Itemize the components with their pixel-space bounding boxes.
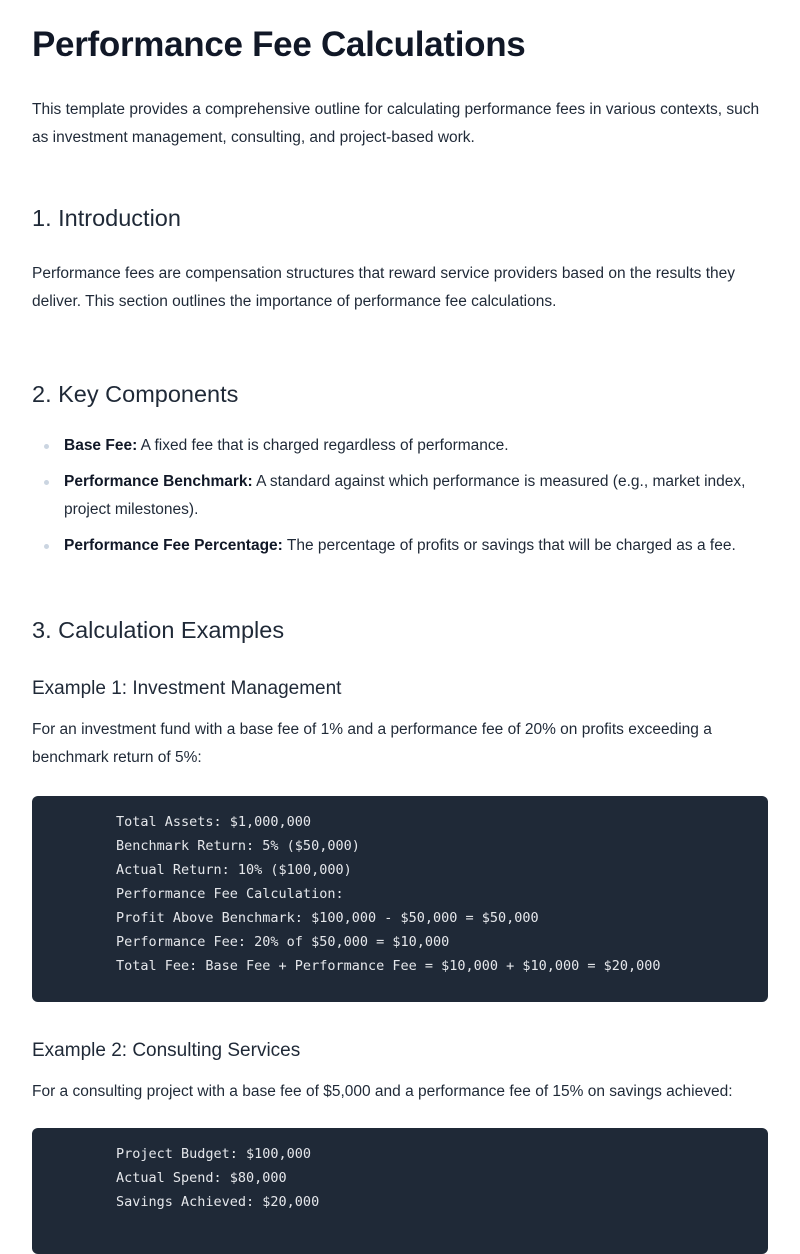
list-item	[32, 468, 768, 524]
list-item-term: Base Fee:	[64, 437, 138, 454]
code-line: Total Fee: Base Fee + Performance Fee = $10,000 + $10,000 = $20,000	[116, 958, 661, 974]
bullet-icon	[44, 544, 49, 549]
code-line: Actual Spend: $80,000	[116, 1170, 287, 1186]
list-item	[32, 532, 768, 560]
code-line: Total Assets: $1,000,000	[116, 814, 312, 830]
intro-paragraph: This template provides a comprehensive outline for calculating performance fees in various contexts, such as investment management, consulting, and project-based work.	[32, 101, 760, 146]
key-components-list	[32, 432, 768, 560]
example-2-code-block	[32, 1128, 768, 1254]
code-line: Benchmark Return: 5% ($50,000)	[116, 838, 360, 854]
example-2-heading: Example 2: Consulting Services	[32, 1040, 301, 1061]
list-item-text: A standard against which performance is measured (e.g., market index, project milestones).	[64, 473, 746, 518]
list-item-text: A fixed fee that is charged regardless of performance.	[137, 437, 509, 454]
page-title: Performance Fee Calculations	[32, 25, 526, 64]
example-2-paragraph: For a consulting project with a base fee of $5,000 and a performance fee of 15% on savings achieved:	[32, 1083, 733, 1100]
list-item	[32, 432, 768, 460]
section-heading-calculation-examples: 3. Calculation Examples	[32, 617, 285, 643]
list-item-term: Performance Benchmark:	[64, 473, 253, 490]
code-line: Performance Fee Calculation:	[116, 886, 344, 902]
code-line: Project Budget: $100,000	[116, 1146, 312, 1162]
bullet-icon	[44, 480, 49, 485]
bullet-icon	[44, 444, 49, 449]
introduction-paragraph: Performance fees are compensation structures that reward service providers based on the results they deliver. This section outlines the importance of performance fee calculations.	[32, 265, 736, 310]
code-line: Profit Above Benchmark: $100,000 - $50,000 = $50,000	[116, 910, 539, 926]
example-1-heading: Example 1: Investment Management	[32, 678, 342, 699]
section-heading-key-components: 2. Key Components	[32, 381, 239, 407]
code-line: Performance Fee: 20% of $50,000 = $10,000	[116, 934, 450, 950]
example-1-code-block	[32, 796, 768, 1002]
section-heading-introduction: 1. Introduction	[32, 205, 181, 231]
code-line: Actual Return: 10% ($100,000)	[116, 862, 352, 878]
example-1-paragraph: For an investment fund with a base fee of 1% and a performance fee of 20% on profits exceeding a benchmark return of 5%:	[32, 721, 712, 766]
list-item-text: The percentage of profits or savings that will be charged as a fee.	[282, 537, 736, 554]
list-item-term: Performance Fee Percentage:	[64, 537, 283, 554]
code-line: Savings Achieved: $20,000	[116, 1194, 320, 1210]
